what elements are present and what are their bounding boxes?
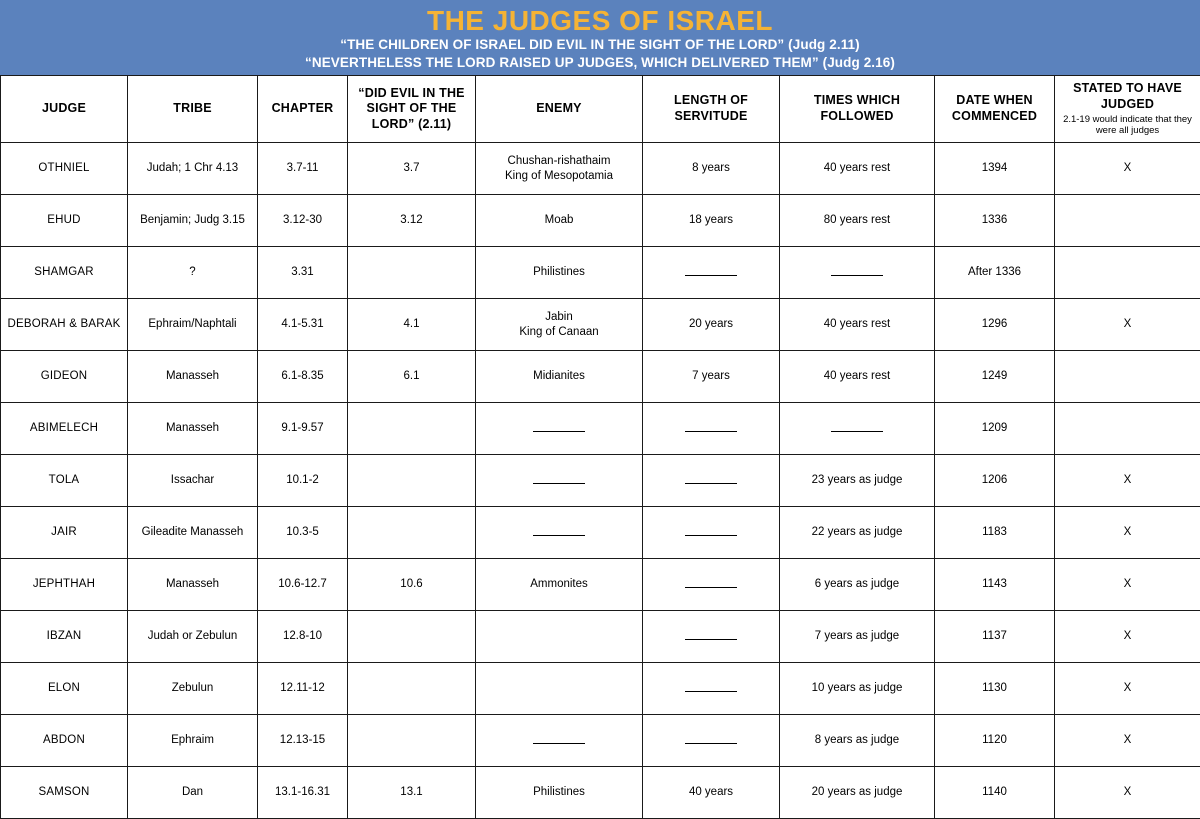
cell-chapter: 6.1-8.35 (258, 351, 348, 403)
cell-judge: ABIMELECH (1, 403, 128, 455)
blank-dash (685, 268, 737, 276)
cell-date-when-commenced: 1206 (935, 455, 1055, 507)
cell-chapter: 3.7-11 (258, 143, 348, 195)
cell-did-evil (348, 507, 476, 559)
table-header-row (1, 76, 1200, 143)
cell-length-of-servitude (643, 455, 780, 507)
cell-length-of-servitude: 8 years (643, 143, 780, 195)
cell-tribe: Manasseh (128, 351, 258, 403)
cell-chapter: 10.3-5 (258, 507, 348, 559)
cell-times-which-followed: 80 years rest (780, 195, 935, 247)
table-row (1, 195, 1200, 247)
cell-tribe: Judah or Zebulun (128, 611, 258, 663)
cell-length-of-servitude (643, 559, 780, 611)
col-header-stated-to-have-judged (1055, 76, 1200, 143)
cell-stated-to-have-judged: X (1055, 559, 1200, 611)
cell-length-of-servitude (643, 715, 780, 767)
cell-enemy: Midianites (476, 351, 643, 403)
col-header-judged-label: STATED TO HAVE JUDGED (1073, 81, 1182, 111)
table-row (1, 767, 1200, 819)
cell-enemy (476, 611, 643, 663)
cell-length-of-servitude: 18 years (643, 195, 780, 247)
table-row (1, 507, 1200, 559)
cell-judge: IBZAN (1, 611, 128, 663)
cell-stated-to-have-judged: X (1055, 507, 1200, 559)
cell-date-when-commenced: 1209 (935, 403, 1055, 455)
cell-stated-to-have-judged: X (1055, 663, 1200, 715)
cell-stated-to-have-judged: X (1055, 611, 1200, 663)
cell-chapter: 13.1-16.31 (258, 767, 348, 819)
cell-length-of-servitude: 7 years (643, 351, 780, 403)
cell-chapter: 12.11-12 (258, 663, 348, 715)
cell-did-evil (348, 663, 476, 715)
blank-dash (685, 424, 737, 432)
blank-dash (533, 476, 585, 484)
cell-stated-to-have-judged: X (1055, 299, 1200, 351)
table-body (1, 143, 1200, 819)
table-row (1, 143, 1200, 195)
blank-dash (685, 684, 737, 692)
cell-date-when-commenced: 1140 (935, 767, 1055, 819)
cell-times-which-followed: 10 years as judge (780, 663, 935, 715)
page-title: THE JUDGES OF ISRAEL (0, 6, 1200, 36)
cell-times-which-followed (780, 403, 935, 455)
cell-enemy: Moab (476, 195, 643, 247)
cell-did-evil (348, 247, 476, 299)
table-row (1, 403, 1200, 455)
cell-length-of-servitude (643, 507, 780, 559)
blank-dash (685, 632, 737, 640)
cell-judge: GIDEON (1, 351, 128, 403)
cell-enemy (476, 715, 643, 767)
col-header-chapter: CHAPTER (258, 76, 348, 143)
cell-times-which-followed: 20 years as judge (780, 767, 935, 819)
cell-date-when-commenced: 1336 (935, 195, 1055, 247)
cell-stated-to-have-judged: X (1055, 143, 1200, 195)
cell-stated-to-have-judged (1055, 351, 1200, 403)
cell-stated-to-have-judged (1055, 195, 1200, 247)
blank-dash (533, 736, 585, 744)
col-header-judge: JUDGE (1, 76, 128, 143)
cell-did-evil (348, 403, 476, 455)
col-header-enemy: ENEMY (476, 76, 643, 143)
table-row (1, 715, 1200, 767)
cell-enemy (476, 663, 643, 715)
col-header-length-of-servitude: LENGTH OF SERVITUDE (643, 76, 780, 143)
cell-chapter: 3.12-30 (258, 195, 348, 247)
cell-tribe: Benjamin; Judg 3.15 (128, 195, 258, 247)
cell-tribe: Manasseh (128, 559, 258, 611)
table-row (1, 611, 1200, 663)
cell-stated-to-have-judged: X (1055, 767, 1200, 819)
cell-enemy (476, 455, 643, 507)
cell-times-which-followed: 23 years as judge (780, 455, 935, 507)
cell-tribe: Ephraim (128, 715, 258, 767)
cell-length-of-servitude (643, 403, 780, 455)
cell-stated-to-have-judged: X (1055, 715, 1200, 767)
cell-times-which-followed: 40 years rest (780, 299, 935, 351)
cell-chapter: 12.8-10 (258, 611, 348, 663)
table-row (1, 455, 1200, 507)
cell-judge: DEBORAH & BARAK (1, 299, 128, 351)
cell-did-evil (348, 715, 476, 767)
cell-enemy: Philistines (476, 247, 643, 299)
cell-times-which-followed: 6 years as judge (780, 559, 935, 611)
table-row (1, 559, 1200, 611)
blank-dash (685, 476, 737, 484)
cell-times-which-followed: 40 years rest (780, 143, 935, 195)
cell-length-of-servitude (643, 663, 780, 715)
cell-tribe: Zebulun (128, 663, 258, 715)
blank-dash (685, 528, 737, 536)
cell-tribe: Dan (128, 767, 258, 819)
cell-judge: ELON (1, 663, 128, 715)
cell-stated-to-have-judged: X (1055, 455, 1200, 507)
cell-times-which-followed: 22 years as judge (780, 507, 935, 559)
table-row (1, 247, 1200, 299)
cell-chapter: 10.1-2 (258, 455, 348, 507)
cell-enemy: Ammonites (476, 559, 643, 611)
cell-tribe: Gileadite Manasseh (128, 507, 258, 559)
cell-judge: OTHNIEL (1, 143, 128, 195)
cell-length-of-servitude (643, 611, 780, 663)
cell-judge: SAMSON (1, 767, 128, 819)
cell-chapter: 3.31 (258, 247, 348, 299)
cell-enemy: Chushan-rishathaim King of Mesopotamia (476, 143, 643, 195)
cell-did-evil: 13.1 (348, 767, 476, 819)
cell-tribe: Judah; 1 Chr 4.13 (128, 143, 258, 195)
cell-tribe: Issachar (128, 455, 258, 507)
cell-tribe: Manasseh (128, 403, 258, 455)
cell-enemy: Jabin King of Canaan (476, 299, 643, 351)
cell-did-evil: 3.12 (348, 195, 476, 247)
cell-judge: TOLA (1, 455, 128, 507)
cell-length-of-servitude (643, 247, 780, 299)
cell-did-evil (348, 455, 476, 507)
cell-judge: JEPHTHAH (1, 559, 128, 611)
col-header-did-evil: “DID EVIL IN THE SIGHT OF THE LORD” (2.11) (348, 76, 476, 143)
cell-date-when-commenced: 1120 (935, 715, 1055, 767)
header-banner (0, 0, 1200, 75)
col-header-times-which-followed: TIMES WHICH FOLLOWED (780, 76, 935, 143)
cell-did-evil: 10.6 (348, 559, 476, 611)
banner-subtitle-line-2: “NEVERTHELESS THE LORD RAISED UP JUDGES, WHICH DELIVERED THEM” (Judg 2.16) (0, 54, 1200, 72)
cell-times-which-followed: 7 years as judge (780, 611, 935, 663)
cell-enemy: Philistines (476, 767, 643, 819)
cell-did-evil: 6.1 (348, 351, 476, 403)
cell-date-when-commenced: 1143 (935, 559, 1055, 611)
blank-dash (533, 528, 585, 536)
cell-enemy (476, 507, 643, 559)
cell-times-which-followed: 8 years as judge (780, 715, 935, 767)
cell-chapter: 4.1-5.31 (258, 299, 348, 351)
cell-did-evil: 4.1 (348, 299, 476, 351)
cell-chapter: 12.13-15 (258, 715, 348, 767)
cell-chapter: 10.6-12.7 (258, 559, 348, 611)
cell-date-when-commenced: 1394 (935, 143, 1055, 195)
cell-length-of-servitude: 40 years (643, 767, 780, 819)
cell-did-evil (348, 611, 476, 663)
cell-judge: JAIR (1, 507, 128, 559)
cell-judge: EHUD (1, 195, 128, 247)
table-row (1, 663, 1200, 715)
cell-date-when-commenced: 1130 (935, 663, 1055, 715)
cell-times-which-followed: 40 years rest (780, 351, 935, 403)
cell-date-when-commenced: 1296 (935, 299, 1055, 351)
blank-dash (533, 424, 585, 432)
cell-date-when-commenced: 1249 (935, 351, 1055, 403)
judges-table (0, 75, 1200, 819)
cell-date-when-commenced: After 1336 (935, 247, 1055, 299)
table-row (1, 299, 1200, 351)
cell-enemy (476, 403, 643, 455)
cell-tribe: Ephraim/Naphtali (128, 299, 258, 351)
col-header-judged-note: 2.1-19 would indicate that they were all judges (1058, 115, 1197, 137)
cell-judge: SHAMGAR (1, 247, 128, 299)
table-row (1, 351, 1200, 403)
cell-did-evil: 3.7 (348, 143, 476, 195)
blank-dash (685, 736, 737, 744)
cell-length-of-servitude: 20 years (643, 299, 780, 351)
cell-stated-to-have-judged (1055, 403, 1200, 455)
blank-dash (831, 268, 883, 276)
blank-dash (831, 424, 883, 432)
cell-chapter: 9.1-9.57 (258, 403, 348, 455)
cell-times-which-followed (780, 247, 935, 299)
cell-stated-to-have-judged (1055, 247, 1200, 299)
banner-subtitle-line-1: “THE CHILDREN OF ISRAEL DID EVIL IN THE SIGHT OF THE LORD” (Judg 2.11) (0, 36, 1200, 54)
col-header-date-when-commenced: DATE WHEN COMMENCED (935, 76, 1055, 143)
col-header-tribe: TRIBE (128, 76, 258, 143)
cell-date-when-commenced: 1137 (935, 611, 1055, 663)
cell-date-when-commenced: 1183 (935, 507, 1055, 559)
blank-dash (685, 580, 737, 588)
cell-judge: ABDON (1, 715, 128, 767)
cell-tribe: ? (128, 247, 258, 299)
